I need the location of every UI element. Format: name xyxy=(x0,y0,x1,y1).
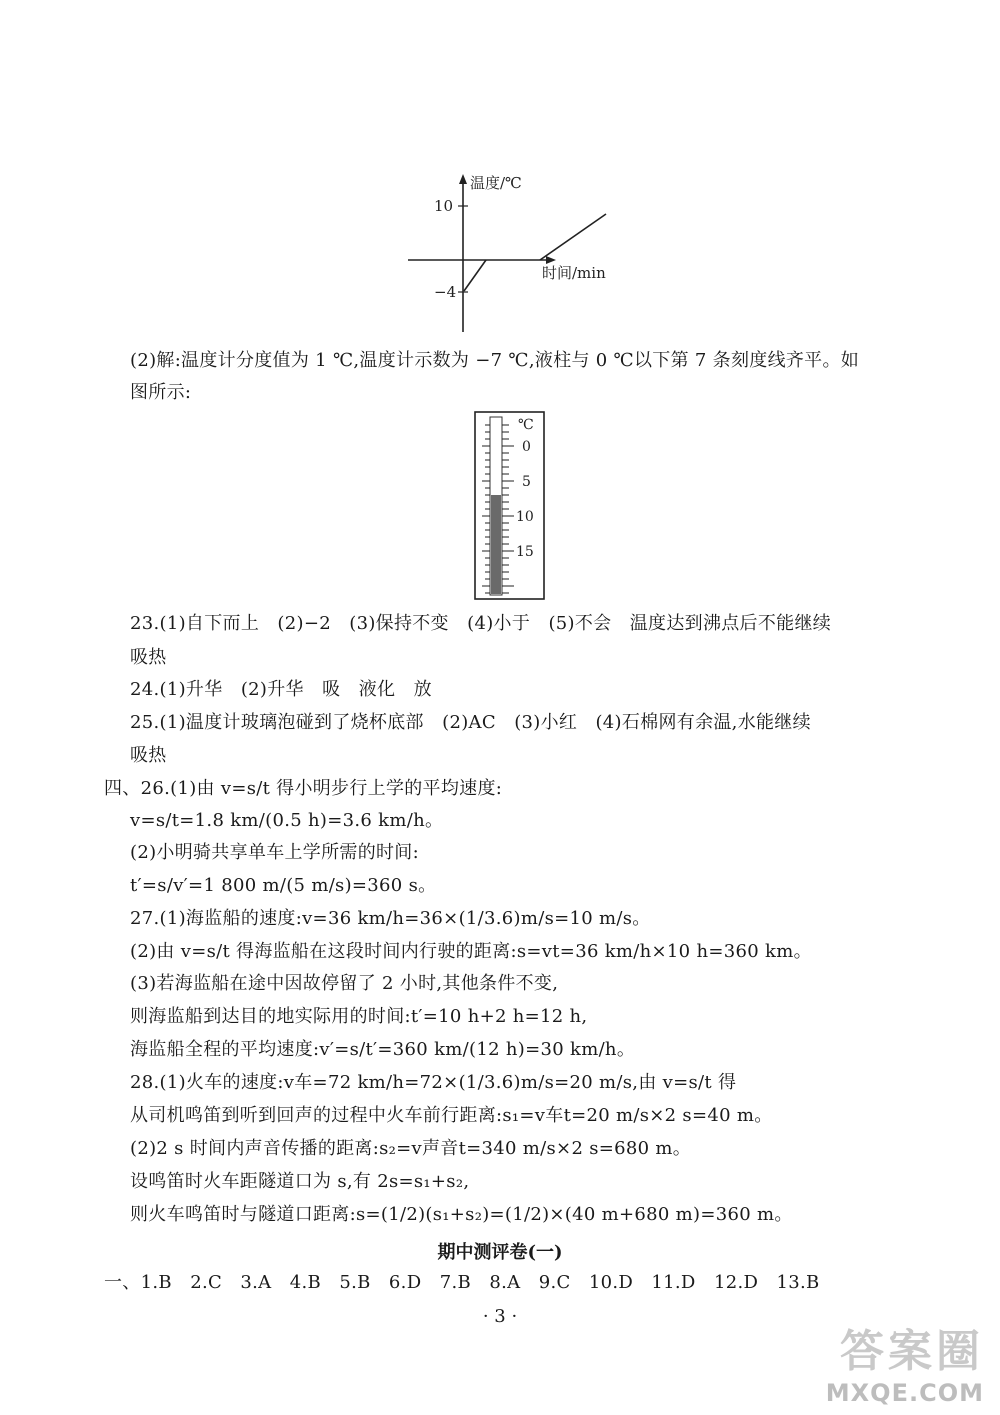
thermometer-figure xyxy=(474,411,546,601)
page-number: · 3 · xyxy=(482,1306,518,1327)
watermark-url: MXQE.COM xyxy=(825,1379,984,1407)
q27-line1: 27.(1)海监船的速度:v=36 km/h=36×(1/3.6)m/s=10 m/s。 xyxy=(130,908,651,929)
q25-line1: 25.(1)温度计玻璃泡碰到了烧杯底部 (2)AC (3)小红 (4)石棉网有余温,水能继续 xyxy=(130,712,811,733)
watermark xyxy=(826,1315,984,1407)
temperature-time-graph xyxy=(400,170,630,340)
q24: 24.(1)升华 (2)升华 吸 液化 放 xyxy=(130,679,432,700)
q27-line5: 海监船全程的平均速度:v′=s/t′=360 km/(12 h)=30 km/h。 xyxy=(130,1039,636,1060)
watermark-brand: 答案圈 xyxy=(840,1326,984,1377)
q28-line4: 设鸣笛时火车距隧道口为 s,有 2s=s₁+s₂, xyxy=(130,1171,470,1192)
thermometer-label-5: 5 xyxy=(522,474,531,490)
x-axis-arrow xyxy=(546,256,556,264)
tick-label-10: 10 xyxy=(434,197,454,215)
q28-line3: (2)2 s 时间内声音传播的距离:s₂=v声音t=340 m/s×2 s=680 m。 xyxy=(130,1138,692,1159)
thermometer-frame xyxy=(475,412,544,599)
q23-line2: 吸热 xyxy=(130,647,167,668)
q28-line5: 则火车鸣笛时与隧道口距离:s=(1/2)(s₁+s₂)=(1/2)×(40 m+680 m)=360 m。 xyxy=(130,1204,793,1225)
q22-2-line2: 图所示: xyxy=(130,382,192,403)
q26-line4: t′=s/v′=1 800 m/(5 m/s)=360 s。 xyxy=(130,875,437,896)
thermometer-unit: ℃ xyxy=(518,417,534,433)
thermometer-label-10: 10 xyxy=(516,509,534,525)
thermometer-liquid-column xyxy=(491,495,501,594)
graph-segment-rising-ice xyxy=(464,260,486,291)
thermometer-label-15: 15 xyxy=(516,544,534,560)
q25-line2: 吸热 xyxy=(130,745,167,766)
multiple-choice-answers: 一、1.B 2.C 3.A 4.B 5.B 6.D 7.B 8.A 9.C 10.D 11.D 12.D 13.B xyxy=(104,1272,820,1293)
thermometer-label-0: 0 xyxy=(522,439,531,455)
q28-line1: 28.(1)火车的速度:v车=72 km/h=72×(1/3.6)m/s=20 m/s,由 v=s/t 得 xyxy=(130,1072,737,1093)
y-axis-label: 温度/℃ xyxy=(470,174,522,192)
x-axis-label: 时间/min xyxy=(542,264,606,282)
q27-line3: (3)若海监船在途中因故停留了 2 小时,其他条件不变, xyxy=(130,973,559,994)
q26-line1: 四、26.(1)由 v=s/t 得小明步行上学的平均速度: xyxy=(104,778,503,799)
y-axis-arrow xyxy=(459,174,467,184)
q27-line4: 则海监船到达目的地实际用的时间:t′=10 h+2 h=12 h, xyxy=(130,1006,588,1027)
graph-segment-rising-water xyxy=(540,214,606,260)
q26-line3: (2)小明骑共享单车上学所需的时间: xyxy=(130,842,419,863)
q27-line2: (2)由 v=s/t 得海监船在这段时间内行驶的距离:s=vt=36 km/h×10 h=360 km。 xyxy=(130,941,812,962)
q28-line2: 从司机鸣笛到听到回声的过程中火车前行距离:s₁=v车t=20 m/s×2 s=40 m。 xyxy=(130,1105,773,1126)
q23-line1: 23.(1)自下而上 (2)−2 (3)保持不变 (4)小于 (5)不会 温度达到沸点后不能继续 xyxy=(130,613,832,634)
q26-line2: v=s/t=1.8 km/(0.5 h)=3.6 km/h。 xyxy=(130,810,444,831)
q22-2-line1: (2)解:温度计分度值为 1 ℃,温度计示数为 −7 ℃,液柱与 0 ℃以下第 7 条刻度线齐平。如 xyxy=(130,350,860,371)
tick-label-neg4: −4 xyxy=(434,283,457,301)
midterm-section-title: 期中测评卷(一) xyxy=(437,1242,563,1263)
